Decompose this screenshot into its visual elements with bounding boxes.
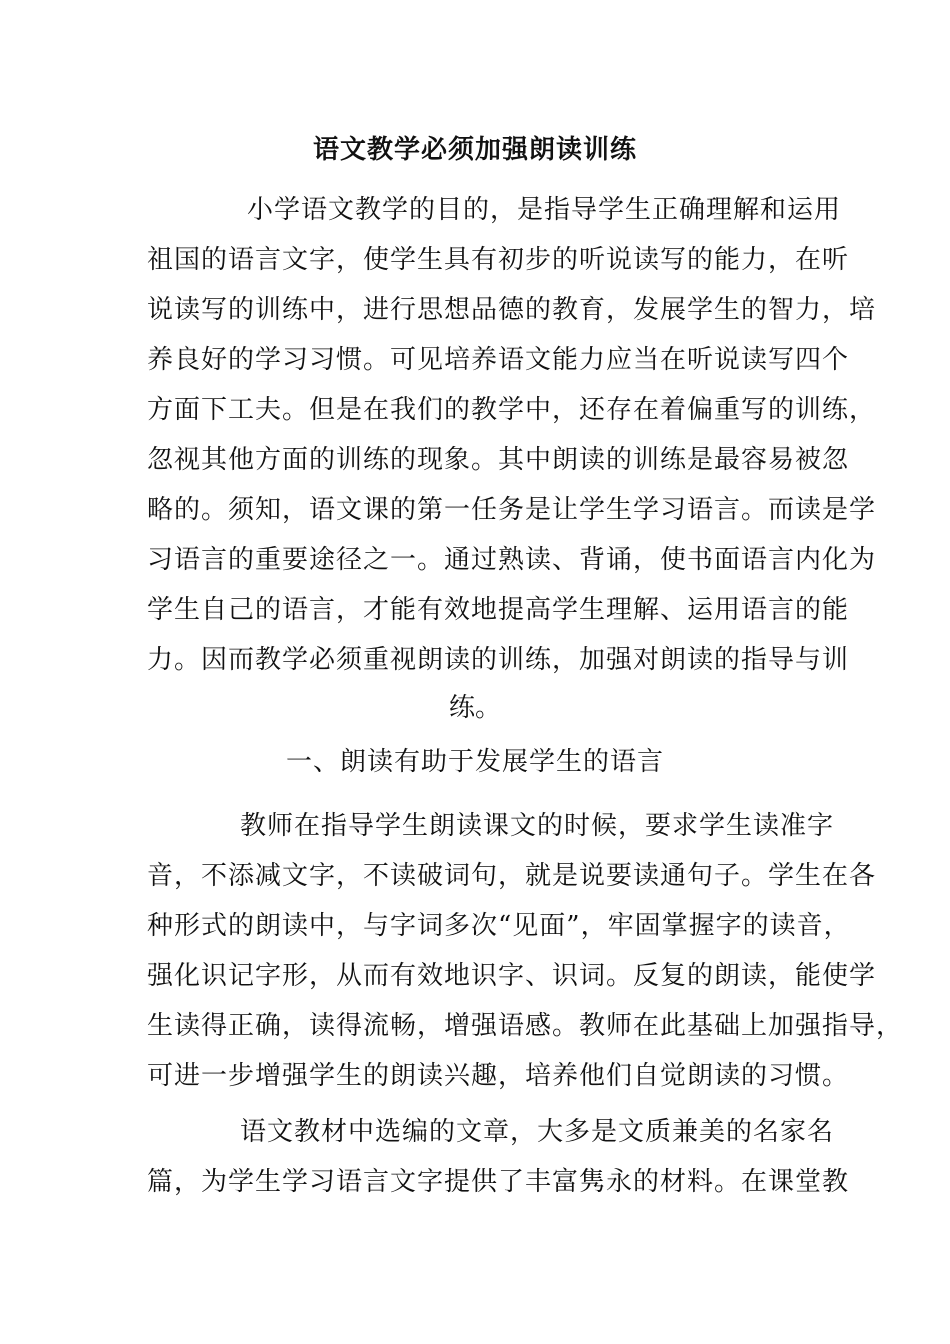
paragraph-1-line-9: 学生自己的语言，才能有效地提高学生理解、运用语言的能: [147, 595, 850, 625]
paragraph-1-line-8: 习语言的重要途径之一。通过熟读、背诵，使书面语言内化为: [147, 545, 877, 575]
paragraph-1-line-4: 养良好的学习习惯。可见培养语文能力应当在听说读写四个: [147, 345, 850, 375]
paragraph-1-line-2: 祖国的语言文字，使学生具有初步的听说读写的能力，在听: [147, 245, 850, 275]
paragraph-2-line-3: 种形式的朗读中，与字词多次“见面”，牢固掌握字的读音，: [147, 911, 851, 941]
paragraph-2-line-1: 教师在指导学生朗读课文的时候，要求学生读准字: [240, 811, 835, 841]
paragraph-1-line-1: 小学语文教学的目的，是指导学生正确理解和运用: [247, 195, 842, 225]
paragraph-1-line-3: 说读写的训练中，进行思想品德的教育，发展学生的智力，培: [147, 295, 877, 325]
paragraph-1-line-6: 忽视其他方面的训练的现象。其中朗读的训练是最容易被忽: [147, 445, 850, 475]
paragraph-3-line-1: 语文教材中选编的文章，大多是文质兼美的名家名: [240, 1117, 835, 1147]
paragraph-2-line-5: 生读得正确，读得流畅，增强语感。教师在此基础上加强指导，: [147, 1011, 904, 1041]
paragraph-3-line-2: 篇，为学生学习语言文字提供了丰富隽永的材料。在课堂教: [147, 1167, 850, 1197]
paragraph-1-line-10: 力。因而教学必须重视朗读的训练，加强对朗读的指导与训: [147, 645, 850, 675]
document-title: 语文教学必须加强朗读训练: [312, 135, 637, 165]
paragraph-1-line-5: 方面下工夫。但是在我们的教学中，还存在着偏重写的训练，: [147, 395, 877, 425]
paragraph-2-line-6: 可进一步增强学生的朗读兴趣，培养他们自觉朗读的习惯。: [147, 1061, 850, 1091]
section-1-heading: 一、朗读有助于发展学生的语言: [285, 747, 664, 777]
paragraph-2-line-4: 强化识记字形，从而有效地识字、识词。反复的朗读，能使学: [147, 961, 877, 991]
paragraph-2-line-2: 音，不添减文字，不读破词句，就是说要读通句子。学生在各: [147, 861, 877, 891]
paragraph-1-line-11: 练。: [448, 693, 501, 723]
paragraph-1-line-7: 略的。须知，语文课的第一任务是让学生学习语言。而读是学: [147, 495, 877, 525]
